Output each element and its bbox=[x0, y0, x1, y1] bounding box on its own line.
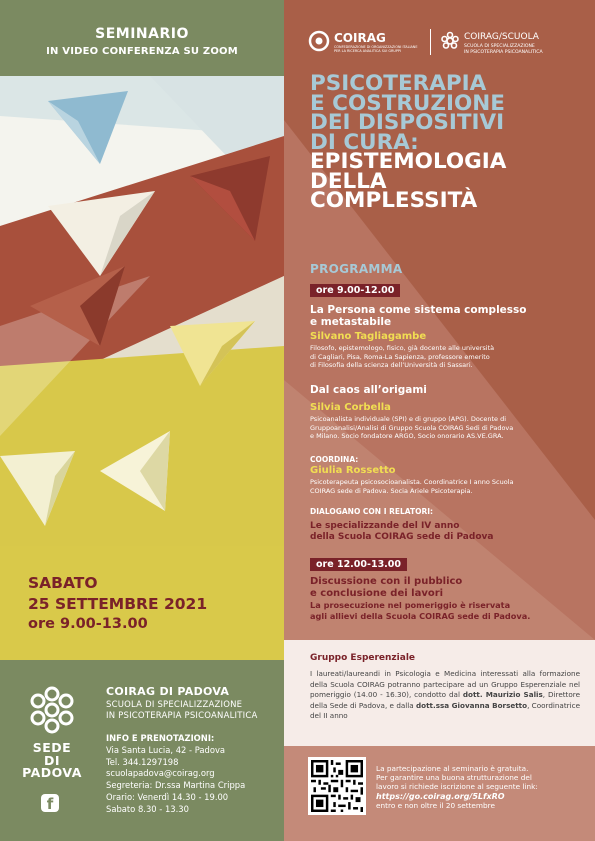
group-name-1: dott. Maurizio Salis bbox=[462, 690, 543, 699]
sede-subtitle bbox=[106, 700, 258, 722]
registration-link[interactable]: https://go.coirag.org/5LfxRO bbox=[376, 791, 505, 801]
time-tag-late: ore 12.00-13.00 bbox=[310, 558, 407, 571]
coirag-logo-icon bbox=[308, 30, 330, 52]
email-link[interactable]: scuolapadova@coirag.org bbox=[106, 768, 215, 779]
talk1-bio bbox=[310, 344, 588, 370]
talk2-bio bbox=[310, 415, 588, 441]
address: Via Santa Lucia, 42 - Padova bbox=[106, 744, 226, 755]
headline bbox=[310, 71, 590, 213]
talk2-bio-3: e Milano. Socio fondatore ARGO, Socio onorario AS.VE.GRA. bbox=[310, 432, 504, 440]
coord-label: COORDINA: bbox=[310, 455, 359, 464]
sede-sub-2: IN PSICOTERAPIA PSICOANALITICA bbox=[106, 711, 258, 721]
seminar-header bbox=[0, 0, 284, 76]
dialog-text-2: della Scuola COIRAG sede di Padova bbox=[310, 532, 494, 542]
scuola-logo-sub2: IN PSICOTERAPIA PSICOANALITICA bbox=[464, 50, 543, 55]
headline-line-3: DEI DISPOSITIVI bbox=[310, 110, 505, 135]
coord-bio-2: COIRAG sede di Padova. Socia Ariele Psicoterapia. bbox=[310, 486, 473, 495]
registration-info bbox=[376, 764, 590, 810]
dialog-label: DIALOGANO CON I RELATORI: bbox=[310, 507, 434, 516]
reg-line-4: entro e non oltre il 20 settembre bbox=[376, 800, 495, 810]
group-name-2: dott.ssa Giovanna Borsetto bbox=[416, 700, 528, 710]
discussion-text-1: La prosecuzione nel pomeriggio è riservata bbox=[310, 600, 511, 610]
talk1-title-2: e metastabile bbox=[310, 316, 392, 328]
info-heading: INFO E PRENOTAZIONI: bbox=[106, 733, 215, 743]
coord-bio-1: Psicoterapeuta psicosocioanalista. Coordinatrice I anno Scuola bbox=[310, 478, 514, 486]
sede-title: COIRAG DI PADOVA bbox=[106, 685, 230, 698]
sede-name-2: DI PADOVA bbox=[22, 753, 82, 780]
coirag-logo-text: COIRAG bbox=[334, 31, 386, 45]
group-text bbox=[310, 669, 580, 722]
talk1-bio-2: di Cagliari, Pisa, Roma-La Sapienza, professore emerito bbox=[310, 352, 490, 361]
discussion-title-1: Discussione con il pubblico bbox=[310, 576, 463, 587]
talk1-bio-1: Filosofo, epistemologo, fisico, già docente alle università bbox=[310, 344, 495, 352]
talk1-title bbox=[310, 304, 527, 328]
sede-flower-icon bbox=[23, 684, 81, 736]
headline-line-1: PSICOTERAPIA bbox=[310, 71, 487, 96]
reg-line-1: La partecipazione al seminario è gratuita. bbox=[376, 764, 529, 773]
scuola-logo-text: COIRAG/SCUOLA bbox=[464, 32, 539, 42]
qr-code[interactable] bbox=[308, 757, 366, 815]
sede-sub-1: SCUOLA DI SPECIALIZZAZIONE bbox=[106, 700, 243, 710]
coord-bio bbox=[310, 478, 588, 495]
group-text-a: I laureati/laureandi in Psicologia e Medicina interessati alla formazione della Scuola COIRAG potranno partecipare ad un Gruppo Esperenziale nel pomeriggio (14.00 - 16.30), condotto dal bbox=[310, 669, 580, 699]
sede-name-1: SEDE bbox=[32, 740, 72, 755]
scuola-logo-icon bbox=[440, 31, 460, 51]
sede-logo bbox=[14, 684, 90, 779]
contact-info bbox=[106, 733, 245, 816]
seminar-mode: IN VIDEO CONFERENZA SU ZOOM bbox=[46, 46, 238, 57]
talk1-speaker: Silvano Tagliagambe bbox=[310, 331, 427, 342]
headline-line-5: EPISTEMOLOGIA bbox=[310, 149, 507, 174]
reg-line-2: Per garantire una buona strutturazione del bbox=[376, 773, 532, 783]
dialog-text-1: Le specializzande del IV anno bbox=[310, 521, 460, 531]
logo-divider bbox=[430, 29, 431, 55]
discussion-title-2: e conclusione dei lavori bbox=[310, 588, 444, 599]
discussion-text-2: agli allievi della Scuola COIRAG sede di Padova. bbox=[310, 611, 531, 621]
group-text-c: , Coordinatrice del II anno bbox=[310, 700, 580, 720]
seminar-label: SEMINARIO bbox=[95, 26, 189, 42]
headline-line-6: DELLA bbox=[310, 168, 387, 194]
reg-line-3: lavoro si richiede iscrizione al seguente link: bbox=[376, 782, 538, 792]
coord-name: Giulia Rossetto bbox=[310, 465, 396, 476]
group-title: Gruppo Esperenziale bbox=[310, 653, 416, 663]
telephone[interactable]: Tel. 344.1297198 bbox=[106, 756, 179, 767]
time-tag-morning: ore 9.00-12.00 bbox=[310, 284, 400, 297]
date-full: 25 SETTEMBRE 2021 bbox=[28, 595, 208, 613]
date-day: SABATO bbox=[28, 574, 98, 592]
talk1-title-1: La Persona come sistema complesso bbox=[310, 304, 527, 316]
program-heading: PROGRAMMA bbox=[310, 262, 403, 276]
headline-line-2: E COSTRUZIONE bbox=[310, 90, 505, 116]
scuola-logo-sub1: SCUOLA DI SPECIALIZZAZIONE bbox=[464, 44, 535, 49]
date-hours: ore 9.00-13.00 bbox=[28, 616, 148, 632]
left-column bbox=[0, 0, 284, 841]
group-text-b: , Direttore della Sede di Padova, e dalla bbox=[310, 690, 580, 710]
origami-artwork bbox=[0, 76, 284, 546]
talk1-bio-3: di Filosofia della scienza dell’Università di Sassari. bbox=[310, 361, 473, 369]
discussion-title bbox=[310, 576, 462, 600]
talk2-speaker: Silvia Corbella bbox=[310, 402, 391, 413]
discussion-text bbox=[310, 600, 530, 622]
office-hours-1: Orario: Venerdì 14.30 - 19.00 bbox=[106, 791, 229, 802]
facebook-icon[interactable]: f bbox=[41, 794, 59, 812]
secretary: Segreteria: Dr.ssa Martina Crippa bbox=[106, 780, 246, 791]
talk2-bio-2: Gruppoanalisi/Analisi di Gruppo Scuola COIRAG Sedi di Padova bbox=[310, 423, 514, 432]
date-band bbox=[0, 546, 284, 660]
office-hours-2: Sabato 8.30 - 13.30 bbox=[106, 803, 189, 814]
right-column bbox=[284, 0, 595, 841]
talk2-title: Dal caos all’origami bbox=[310, 384, 427, 396]
coirag-logo-sub: CONFEDERAZIONE DI ORGANIZZAZIONI ITALIANE PER LA RICERCA ANALITICA SUI GRUPPI bbox=[334, 45, 418, 53]
headline-line-7: COMPLESSITÀ bbox=[310, 188, 478, 213]
talk2-bio-1: Psicoanalista individuale (SPI) e di gruppo (APG). Docente di bbox=[310, 415, 507, 423]
dialog-text bbox=[310, 521, 493, 543]
qr-code-icon bbox=[311, 760, 363, 812]
headline-line-4: DI CURA: bbox=[310, 129, 419, 155]
